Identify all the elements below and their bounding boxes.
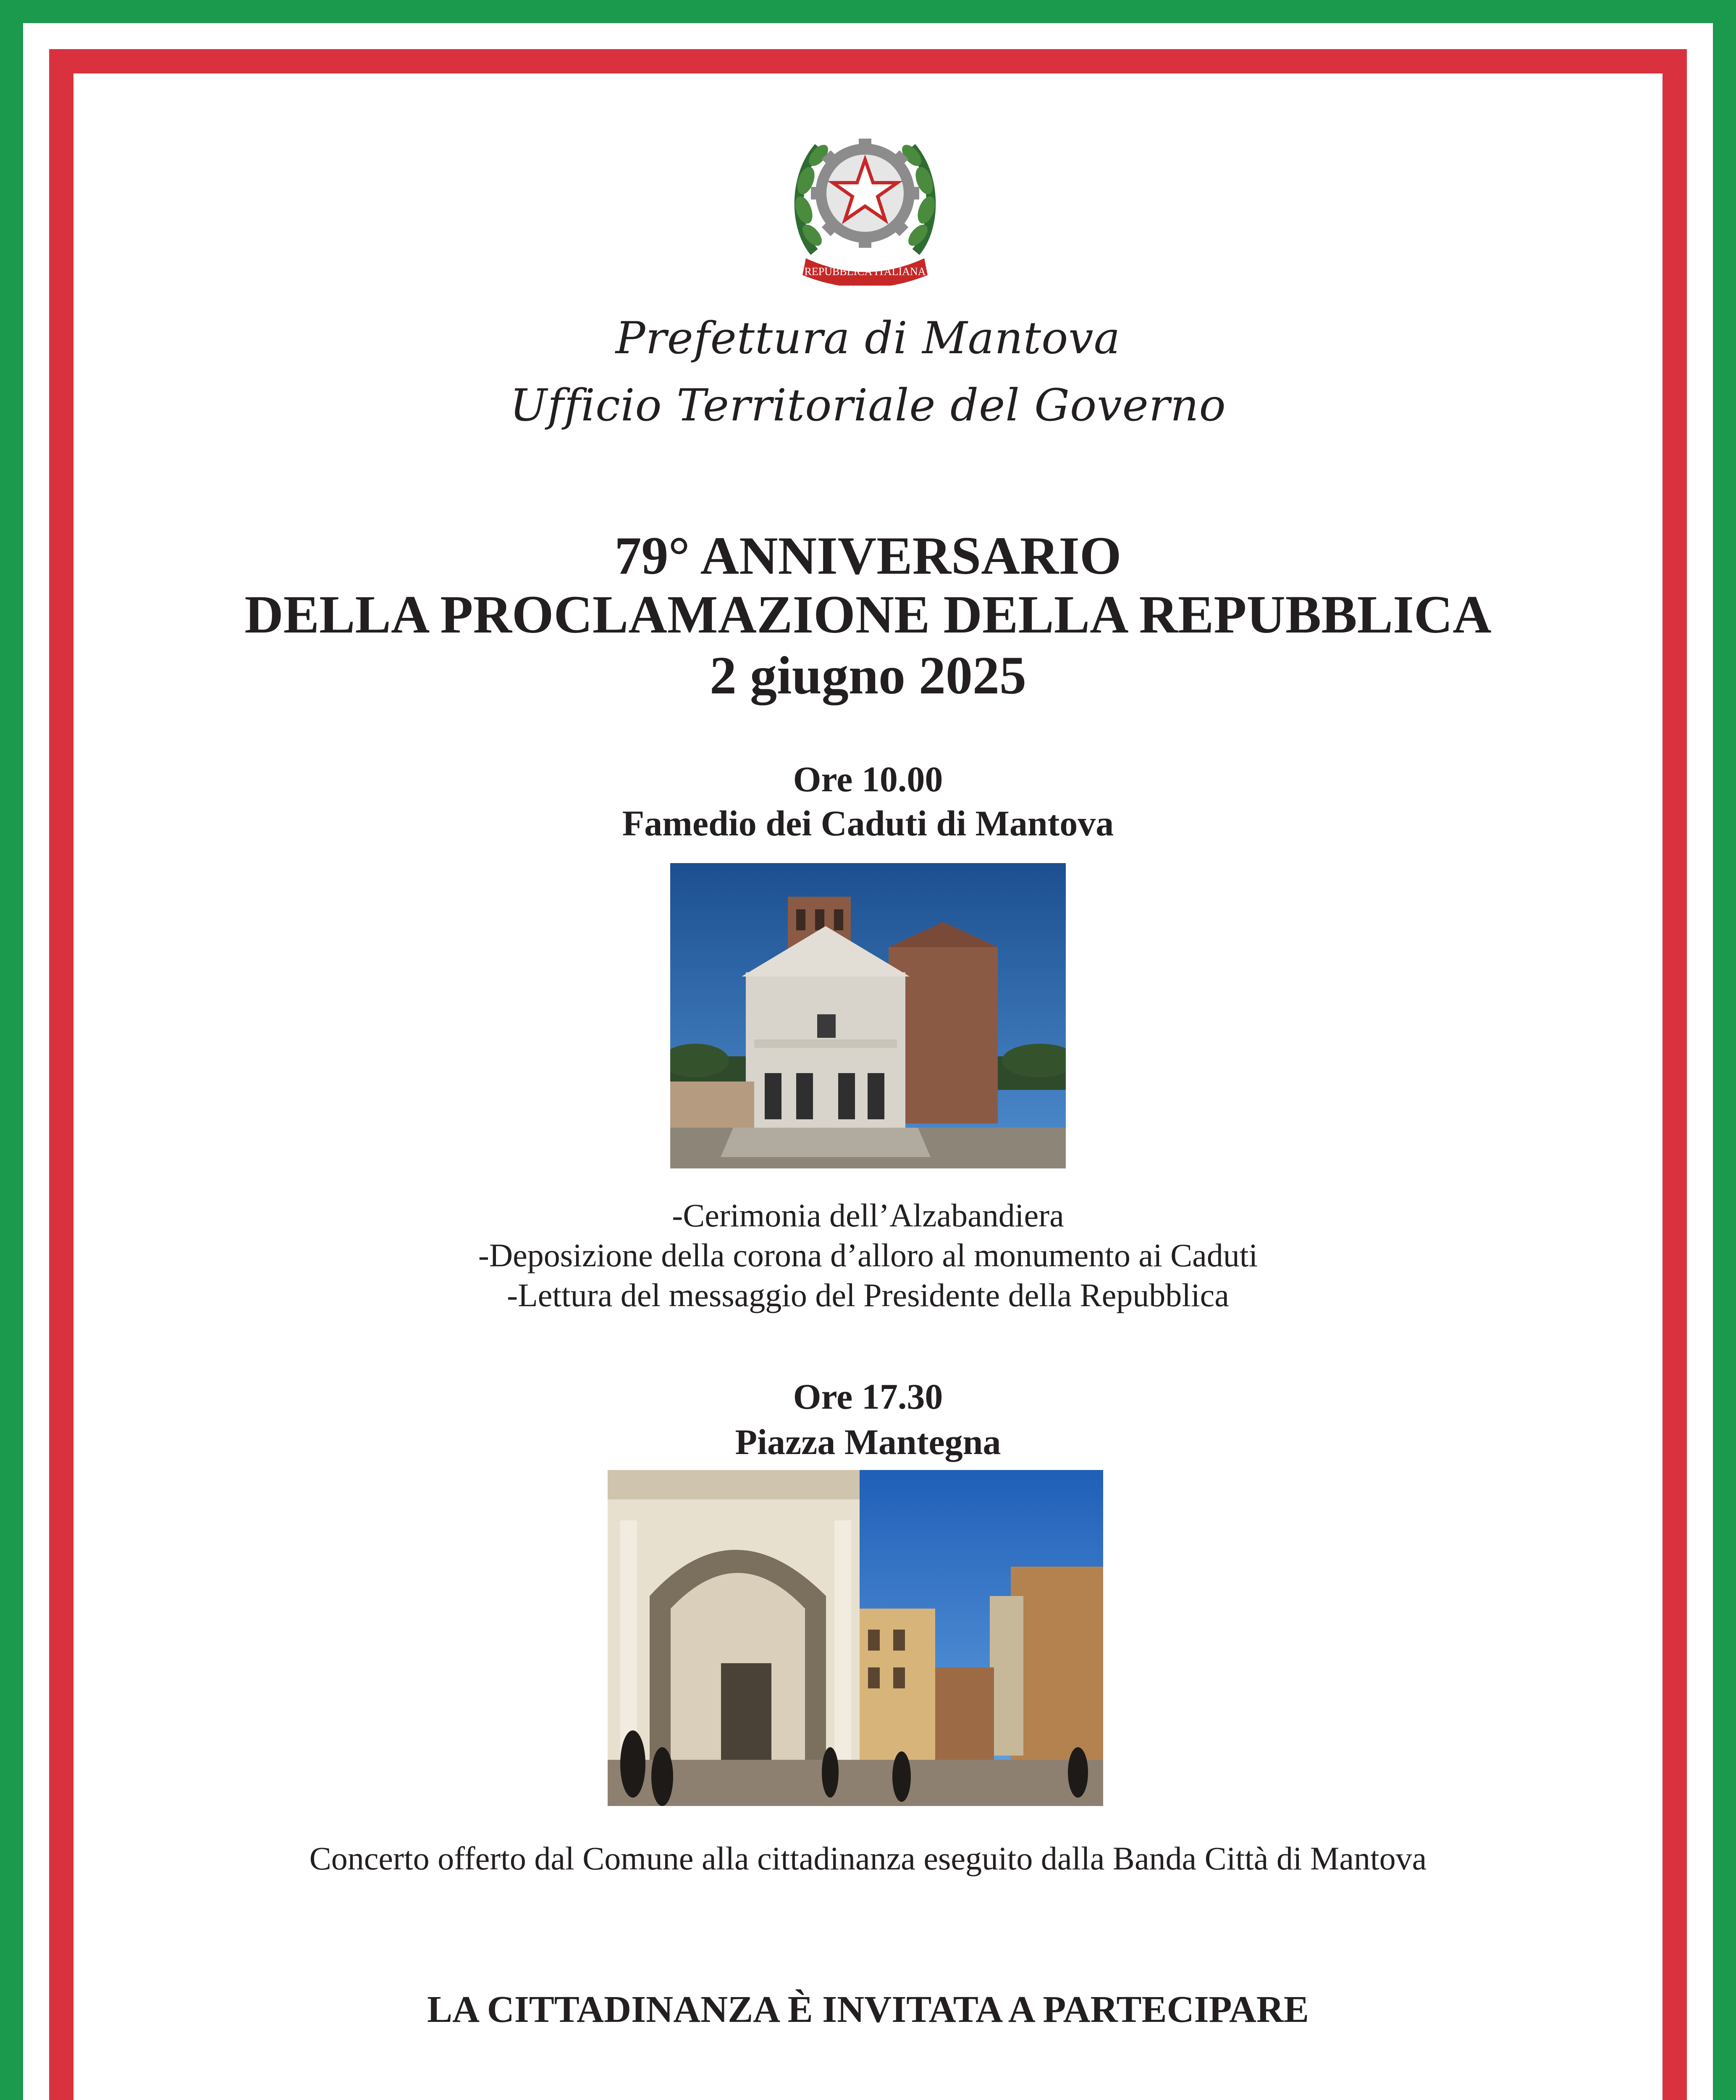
repubblica-italiana-emblem-icon bbox=[789, 113, 941, 286]
invitation-banner: LA CITTADINANZA È INVITATA A PARTECIPARE bbox=[427, 1989, 1309, 2030]
title-anniversary: 79° ANNIVERSARIO bbox=[614, 526, 1122, 585]
afternoon-time: Ore 17.30 bbox=[793, 1376, 943, 1417]
morning-item-1: -Cerimonia dell’Alzabandiera bbox=[672, 1197, 1064, 1234]
morning-item-2: -Deposizione della corona d’alloro al monumento ai Caduti bbox=[478, 1237, 1258, 1273]
prefettura-subtitle: Ufficio Territoriale del Governo bbox=[510, 380, 1226, 431]
morning-time: Ore 10.00 bbox=[793, 759, 943, 799]
morning-item-3: -Lettura del messaggio del Presidente della Repubblica bbox=[507, 1277, 1229, 1313]
church-photo bbox=[670, 863, 1066, 1168]
title-date: 2 giugno 2025 bbox=[710, 646, 1026, 705]
emblem-ribbon-text: REPUBBLICA ITALIANA bbox=[804, 265, 926, 278]
prefettura-name: Prefettura di Mantova bbox=[615, 312, 1121, 364]
morning-place: Famedio dei Caduti di Mantova bbox=[622, 803, 1114, 843]
concert-description: Concerto offerto dal Comune alla cittadinanza eseguito dalla Banda Città di Mantova bbox=[309, 1840, 1427, 1877]
title-proclamation: DELLA PROCLAMAZIONE DELLA REPUBBLICA bbox=[244, 585, 1492, 644]
afternoon-place: Piazza Mantegna bbox=[735, 1422, 1001, 1462]
piazza-photo bbox=[608, 1470, 1103, 1806]
